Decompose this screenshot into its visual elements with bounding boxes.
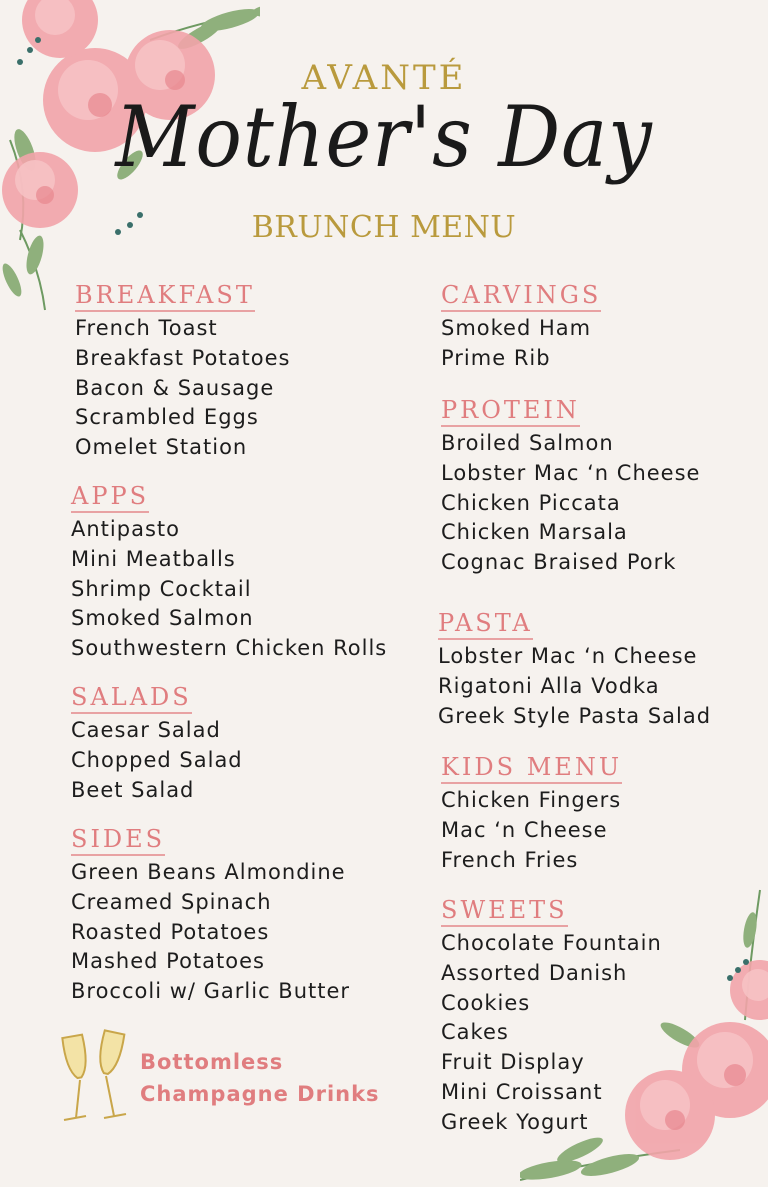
promo-text [140, 1046, 380, 1110]
section-sides [71, 824, 350, 1007]
section-pasta [438, 608, 711, 731]
menu-item: Bacon & Sausage [75, 375, 275, 400]
menu-item: Fruit Display [441, 1050, 585, 1075]
section-title: KIDS MENU [441, 752, 622, 784]
section-sweets [441, 895, 662, 1138]
item-list [441, 786, 622, 875]
promo-line-1: Bottomless [140, 1050, 284, 1074]
page-subtitle: BRUNCH MENU [251, 210, 517, 245]
menu-item: Chopped Salad [71, 747, 243, 772]
item-list [75, 314, 290, 463]
menu-item: Caesar Salad [71, 718, 221, 742]
section-title: SWEETS [441, 895, 568, 927]
menu-item: Assorted Danish [441, 960, 628, 985]
menu-item: Chocolate Fountain [441, 931, 662, 955]
menu-item: Omelet Station [75, 435, 248, 460]
menu-item: Beet Salad [71, 777, 195, 802]
section-title: PROTEIN [441, 395, 580, 427]
menu-item: Creamed Spinach [71, 889, 272, 914]
item-list [438, 642, 711, 731]
section-carvings [441, 280, 601, 374]
menu-item: Greek Style Pasta Salad [438, 703, 712, 728]
item-list [441, 929, 662, 1138]
item-list [441, 429, 700, 578]
section-title: BREAKFAST [75, 280, 255, 312]
menu-item: Lobster Mac ‘n Cheese [441, 460, 701, 485]
menu-item: Cookies [441, 990, 531, 1015]
section-breakfast [75, 280, 290, 463]
section-salads [71, 682, 243, 805]
section-title: SIDES [71, 824, 165, 856]
menu-item: Rigatoni Alla Vodka [438, 673, 660, 698]
page-title: Mother's Day [115, 88, 653, 186]
menu-item: Breakfast Potatoes [75, 345, 291, 370]
menu-item: Chicken Marsala [441, 520, 628, 545]
section-title: APPS [71, 481, 149, 513]
menu-item: Broiled Salmon [441, 431, 614, 455]
menu-item: Mac ‘n Cheese [441, 817, 608, 842]
item-list [441, 314, 601, 374]
item-list [71, 858, 350, 1007]
menu-item: Cakes [441, 1020, 509, 1045]
menu-item: Roasted Potatoes [71, 919, 270, 944]
section-title: PASTA [438, 608, 533, 640]
item-list [71, 716, 243, 805]
menu-item: Mashed Potatoes [71, 949, 265, 974]
menu-item: Cognac Braised Pork [441, 550, 677, 575]
menu-item: Prime Rib [441, 345, 551, 370]
menu-item: Smoked Ham [441, 316, 592, 340]
item-list [71, 515, 387, 664]
menu-item: Antipasto [71, 517, 180, 541]
section-kids-menu [441, 752, 622, 875]
brand-name: AVANTÉ [301, 58, 467, 98]
menu-item: Shrimp Cocktail [71, 576, 252, 601]
menu-item: Mini Meatballs [71, 546, 236, 571]
menu-item: Southwestern Chicken Rolls [71, 636, 388, 661]
section-title: SALADS [71, 682, 192, 714]
menu-item: French Fries [441, 847, 579, 872]
menu-item: Mini Croissant [441, 1079, 603, 1104]
section-title: CARVINGS [441, 280, 601, 312]
promo-line-2: Champagne Drinks [140, 1082, 380, 1106]
menu-item: Broccoli w/ Garlic Butter [71, 979, 351, 1004]
menu-item: Scrambled Eggs [75, 405, 259, 430]
champagne-glasses-icon [52, 1028, 142, 1128]
menu-item: Greek Yogurt [441, 1109, 589, 1134]
menu-item: Green Beans Almondine [71, 860, 346, 884]
section-apps [71, 481, 387, 664]
menu-item: French Toast [75, 316, 218, 340]
section-protein [441, 395, 700, 578]
menu-item: Smoked Salmon [71, 606, 254, 631]
menu-item: Chicken Piccata [441, 490, 621, 515]
menu-item: Chicken Fingers [441, 788, 622, 812]
menu-item: Lobster Mac ‘n Cheese [438, 644, 698, 668]
